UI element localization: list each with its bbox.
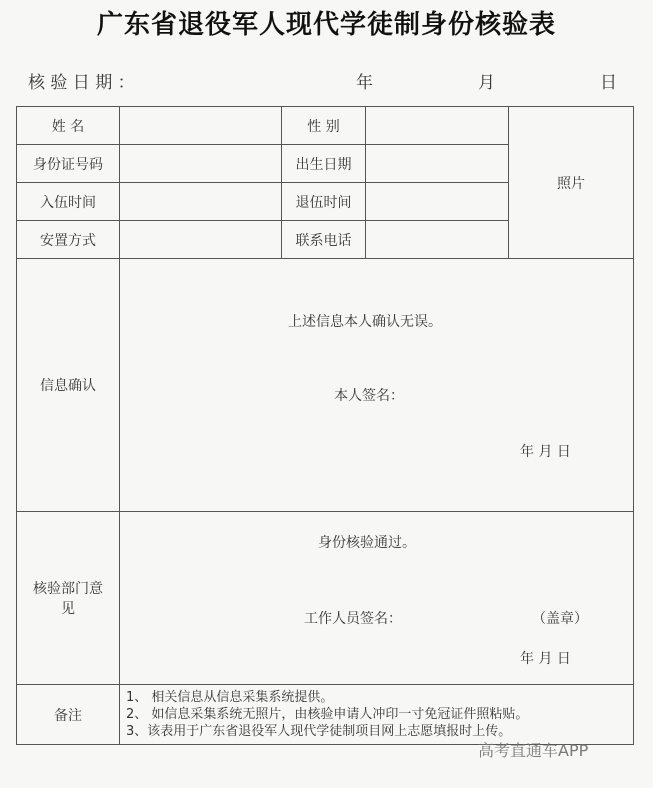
confirm-statement: 上述信息本人确认无误。 (288, 314, 442, 330)
notes-label: 备注 (17, 685, 120, 745)
placement-field[interactable] (120, 221, 282, 259)
verify-dept-label-line2: 见 (61, 601, 75, 617)
note-item: 2、 如信息采集系统无照片，由核验申请人冲印一寸免冠证件照粘贴。 (126, 707, 529, 722)
notes-content (120, 685, 634, 745)
verify-dept-area (120, 512, 634, 685)
birth-date-label: 出生日期 (282, 145, 366, 183)
photo-box: 照片 (509, 107, 634, 259)
placement-label: 安置方式 (17, 221, 120, 259)
phone-label: 联系电话 (282, 221, 366, 259)
seal-label: （盖章） (532, 611, 588, 627)
birth-date-field[interactable] (366, 145, 509, 183)
self-signature-label: 本人签名： (334, 388, 404, 404)
confirm-date: 年 月 日 (520, 444, 571, 460)
verify-date-label: 核 验 日 期 ： (28, 73, 135, 93)
verify-statement: 身份核验通过。 (318, 535, 416, 551)
id-number-label: 身份证号码 (17, 145, 120, 183)
discharge-date-field[interactable] (366, 183, 509, 221)
enlist-date-label: 入伍时间 (17, 183, 120, 221)
verify-dept-label (17, 512, 120, 685)
watermark: 高考直通车APP (478, 741, 589, 760)
info-confirm-label: 信息确认 (17, 259, 120, 512)
info-confirm-area (120, 259, 634, 512)
phone-field[interactable] (366, 221, 509, 259)
verify-date: 年 月 日 (520, 651, 571, 667)
note-item: 3、该表用于广东省退役军人现代学徒制项目网上志愿填报时上传。 (126, 724, 512, 739)
id-number-field[interactable] (120, 145, 282, 183)
verify-date-line (20, 68, 635, 94)
gender-label: 性 别 (282, 107, 366, 145)
verification-form-table (16, 106, 634, 745)
verify-date-year: 年 (356, 73, 373, 93)
note-item: 1、 相关信息从信息采集系统提供。 (126, 690, 334, 705)
verify-date-month: 月 (478, 73, 495, 93)
gender-field[interactable] (366, 107, 509, 145)
enlist-date-field[interactable] (120, 183, 282, 221)
discharge-date-label: 退伍时间 (282, 183, 366, 221)
form-title: 广东省退役军人现代学徒制身份核验表 (96, 10, 556, 40)
staff-signature-label: 工作人员签名： (304, 611, 402, 627)
name-label: 姓 名 (17, 107, 120, 145)
verify-date-day: 日 (600, 73, 617, 93)
verify-dept-label-line1: 核验部门意 (33, 581, 103, 597)
name-field[interactable] (120, 107, 282, 145)
